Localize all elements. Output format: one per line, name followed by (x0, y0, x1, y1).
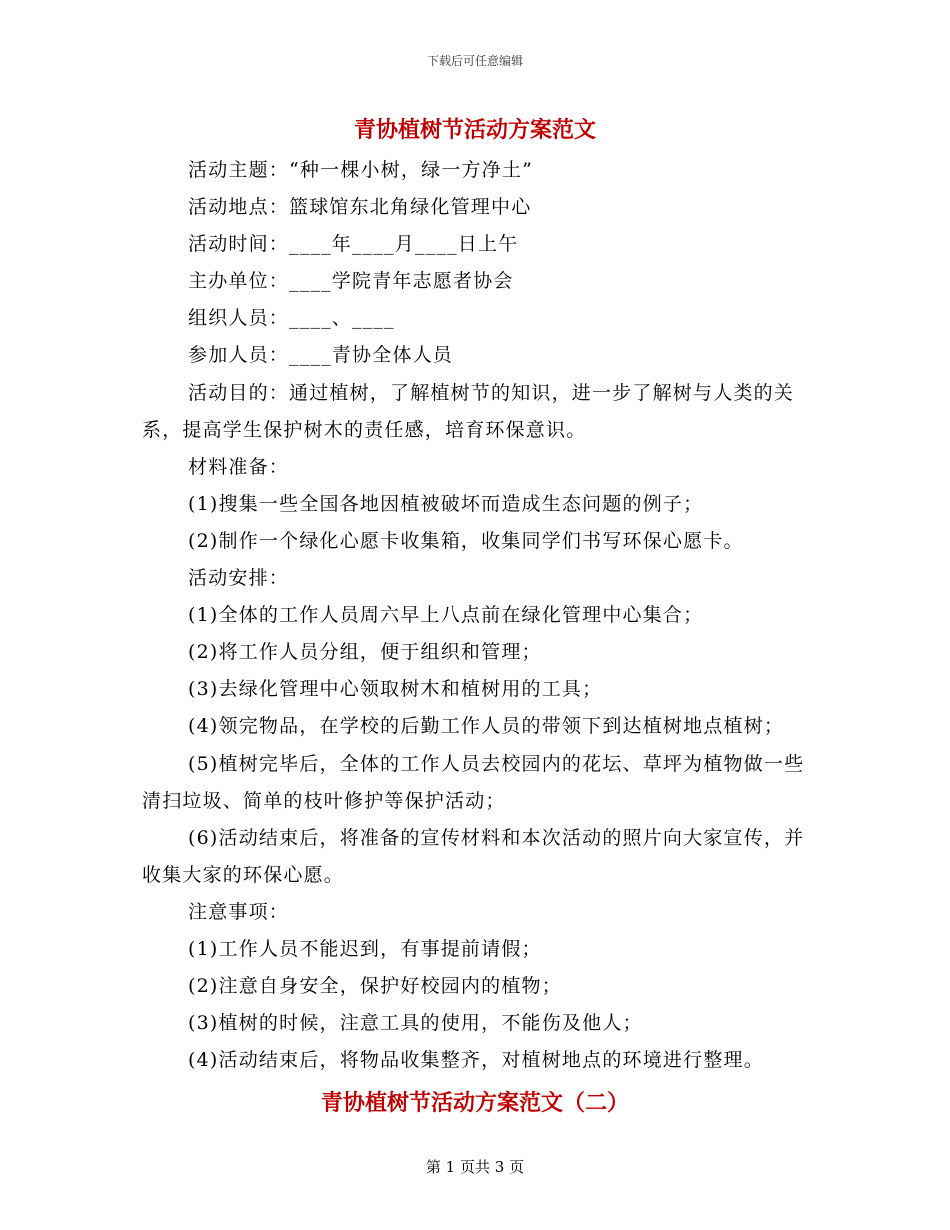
paragraph-participants: 参加人员：____青协全体人员 (188, 344, 454, 367)
document-body (142, 152, 812, 1079)
paragraph-notes-item-1: (1)工作人员不能迟到，有事提前请假； (188, 937, 542, 960)
paragraph-arrangement-item-4: (4)领完物品，在学校的后勤工作人员的带领下到达植树地点植树； (188, 715, 785, 738)
document-title: 青协植树节活动方案范文 (353, 117, 596, 143)
paragraph-arrangement-item-3: (3)去绿化管理中心领取树木和植树用的工具； (188, 678, 603, 701)
paragraph-materials-heading: 材料准备： (188, 455, 290, 478)
paragraph-activity-time: 活动时间：____年____月____日上午 (188, 233, 519, 256)
paragraph-activity-theme: 活动主题：“种一棵小树，绿一方净土” (188, 159, 534, 181)
paragraph-notes-item-3: (3)植树的时候，注意工具的使用，不能伤及他人； (188, 1012, 643, 1035)
paragraph-notes-item-4: (4)活动结束后，将物品收集整齐，对植树地点的环境进行整理。 (188, 1049, 764, 1072)
paragraph-notes-item-2: (2)注意自身安全，保护好校园内的植物； (188, 975, 562, 998)
paragraph-arrangement-item-1: (1)全体的工作人员周六早上八点前在绿化管理中心集合； (188, 604, 704, 627)
section-title-2: 青协植树节活动方案范文（二） (320, 1090, 629, 1116)
paragraph-arrangement-item-5: (5)植树完毕后，全体的工作人员去校园内的花坛、草坪为植物做一些清扫垃圾、简单的枝叶修护等保护活动； (142, 752, 805, 812)
paragraph-notes-heading: 注意事项： (188, 900, 290, 923)
paragraph-organizing-staff: 组织人员：____、____ (188, 307, 395, 330)
paragraph-materials-item-2: (2)制作一个绿化心愿卡收集箱，收集同学们书写环保心愿卡。 (188, 529, 744, 552)
paragraph-organizer: 主办单位：____学院青年志愿者协会 (188, 270, 514, 293)
page-footer: 第 1 页共 3 页 (425, 1158, 525, 1176)
paragraph-arrangement-item-2: (2)将工作人员分组，便于组织和管理； (188, 641, 542, 664)
paragraph-arrangement-item-6: (6)活动结束后，将准备的宣传材料和本次活动的照片向大家宣传，并收集大家的环保心愿。 (142, 826, 805, 886)
page-header: 下载后可任意编辑 (426, 54, 523, 68)
paragraph-purpose: 活动目的：通过植树，了解植树节的知识，进一步了解树与人类的关系，提高学生保护树木的责任感，培育环保意识。 (142, 381, 795, 441)
paragraph-arrangement-heading: 活动安排： (188, 567, 290, 590)
paragraph-activity-location: 活动地点：篮球馆东北角绿化管理中心 (188, 196, 532, 219)
paragraph-materials-item-1: (1)搜集一些全国各地因植被破坏而造成生态问题的例子； (188, 492, 704, 515)
